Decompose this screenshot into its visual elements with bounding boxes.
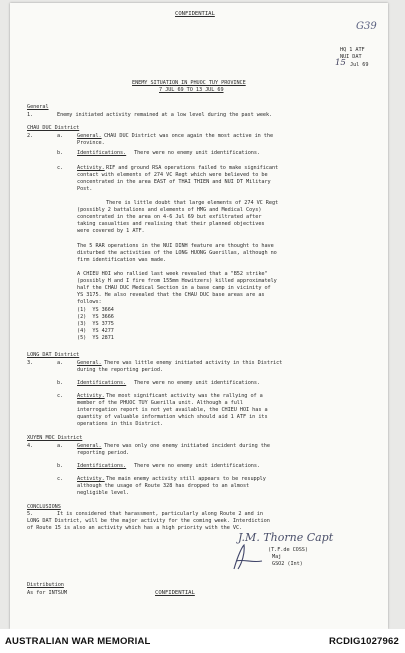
para-3c-line: interrogation report is not yet available, the CHIEU HOI has a [77,407,268,413]
para-4c-line: The main enemy activity still appears to be resupply [106,476,266,482]
para-4b-label: b. [57,463,64,469]
para-4-number: 4. [27,443,34,449]
para-4a-label: a. [57,443,64,449]
conclusions-line: LONG DAT District, will be the major activity for the coming week. Interdiction [27,518,270,524]
para-3c-line: operations in this District. [77,421,164,427]
grid-reference: (1) YS 3664 [77,307,114,313]
classification-footer: CONFIDENTIAL [155,590,195,596]
para-2c-p4-line: half the CHAU DUC Medical Section in a base camp in vicinity of [77,285,271,291]
para-2c-p4-line: (possibly H and I fire from 155mm Howitzers) killed approximately [77,278,277,284]
para-5-number: 5. [27,511,34,517]
signatory-name: (T.F.de COSS) [268,547,308,553]
para-2c-line: concentrated in the area EAST of THAI THIEN and NUI DT Military [77,179,271,185]
document-page [10,3,388,629]
hq-line: HQ 1 ATF [340,47,365,53]
para-2c-title: Activity. [77,165,105,171]
para-3a-label: a. [57,360,64,366]
para-2c-p4-line: A CHIEU HOI who rallied last week revealed that a "B52 strike" [77,271,268,277]
location-line: NUI DAT [340,54,362,60]
para-3b-text: There were no enemy unit identifications. [134,380,260,386]
para-2c-p2-line: (possibly 2 battalions and elements of HMG and Medical Coys) [77,207,262,213]
chau-duc-heading: CHAU DUC District [27,125,80,131]
archive-institution: AUSTRALIAN WAR MEMORIAL [5,636,151,647]
para-2a-label: a. [57,133,64,139]
para-3b-title: Identifications. [77,380,127,386]
para-3c-line: The most significant activity was the rallying of a [106,393,263,399]
grid-reference: (4) YS 4277 [77,328,114,334]
para-2c-p2-line: were covered by 1 ATF. [77,228,145,234]
para-2a-text-2: Province. [77,140,105,146]
para-2c-p3-line: The 5 RAR operations in the NUI DINH feature are thought to have [77,243,274,249]
para-2c-p4-line: YS 3175. He also revealed that the CHAU DUC base areas are as [77,292,265,298]
report-title: ENEMY SITUATION IN PHUOC TUY PROVINCE [132,80,246,86]
xuyen-moc-heading: XUYEN MOC District [27,435,83,441]
para-2c-p3-line: disturbed the activities of the LONG HUONG Guerillas, although no [77,250,277,256]
para-4b-title: Identifications. [77,463,127,469]
para-3c-title: Activity. [77,393,105,399]
para-2a-title: General. [77,133,102,139]
para-3a-text-2: during the reporting period. [77,367,164,373]
archive-footer [0,629,405,653]
para-4b-text: There were no enemy unit identifications. [134,463,260,469]
grid-reference: (2) YS 3666 [77,314,114,320]
signatory-appointment: GSO2 (Int) [272,561,303,567]
para-2b-label: b. [57,150,64,156]
para-2c-line: RIF and ground RSA operations failed to make significant [106,165,279,171]
long-dat-heading: LONG DAT District [27,352,80,358]
para-3c-label: c. [57,393,64,399]
para-3c-line: member of the PHUOC TUY Guerilla unit. Although a full [77,400,243,406]
para-2b-text: There were no enemy unit identifications. [134,150,260,156]
distribution-heading: Distribution [27,582,64,588]
conclusions-line: of Route 15 is also an activity which has a high priority with the VC. [27,525,243,531]
signature-flourish-icon [228,541,268,573]
para-2c-p4-line: follows: [77,299,102,305]
para-3-number: 3. [27,360,34,366]
para-2c-p2-line: taking casualties and realising that their planned objectives [77,221,265,227]
para-1-text: Enemy initiated activity remained at a low level during the past week. [57,112,273,118]
para-3b-label: b. [57,380,64,386]
date-month: Jul 69 [350,62,369,68]
para-3a-title: General. [77,360,102,366]
report-period: 7 JUL 69 TO 13 JUL 69 [159,87,224,93]
para-4c-label: c. [57,476,64,482]
para-2c-line: Post. [77,186,93,192]
para-1-number: 1. [27,112,34,118]
para-4c-line: negligible level. [77,490,130,496]
para-2c-p2-line: concentrated in the area on 4-6 Jul 69 but exfiltrated after [77,214,262,220]
para-2a-text: CHAU DUC District was once again the most active in the [104,133,274,139]
para-2-number: 2. [27,133,34,139]
conclusions-heading: CONCLUSIONS [27,504,61,510]
handwritten-signature: J.M. Thorne Capt [238,531,334,544]
para-4a-title: General. [77,443,102,449]
para-4c-title: Activity. [77,476,105,482]
para-4a-text-2: reporting period. [77,450,130,456]
archive-reference: RCDIG1027962 [329,636,399,647]
para-2c-line: contact with elements of 274 VC Regt which were believed to be [77,172,268,178]
classification-header: CONFIDENTIAL [175,11,215,17]
para-3c-line: quantity of valuable information which should aid 1 ATF in its [77,414,268,420]
para-2c-p2-line: There is little doubt that large elements of 274 VC Regt [106,200,279,206]
signatory-rank: Maj [272,554,282,560]
para-2b-title: Identifications. [77,150,127,156]
para-4c-line: although the usage of Route 328 has dropped to an almost [77,483,250,489]
para-4a-text: There was only one enemy initiated incident during the [104,443,270,449]
folio-number: G39 [356,21,377,32]
conclusions-line: It is considered that harassment, particularly along Route 2 and in [57,511,263,517]
distribution-text: As for INTSUM [27,590,67,596]
para-2c-label: c. [57,165,64,171]
para-2c-p3-line: firm identification was made. [77,257,167,263]
grid-reference: (3) YS 3775 [77,321,114,327]
handwritten-day: 15 [335,58,346,68]
general-heading: General [27,104,49,110]
grid-reference: (5) YS 2871 [77,335,114,341]
para-3a-text: There was little enemy initiated activity in this District [104,360,283,366]
